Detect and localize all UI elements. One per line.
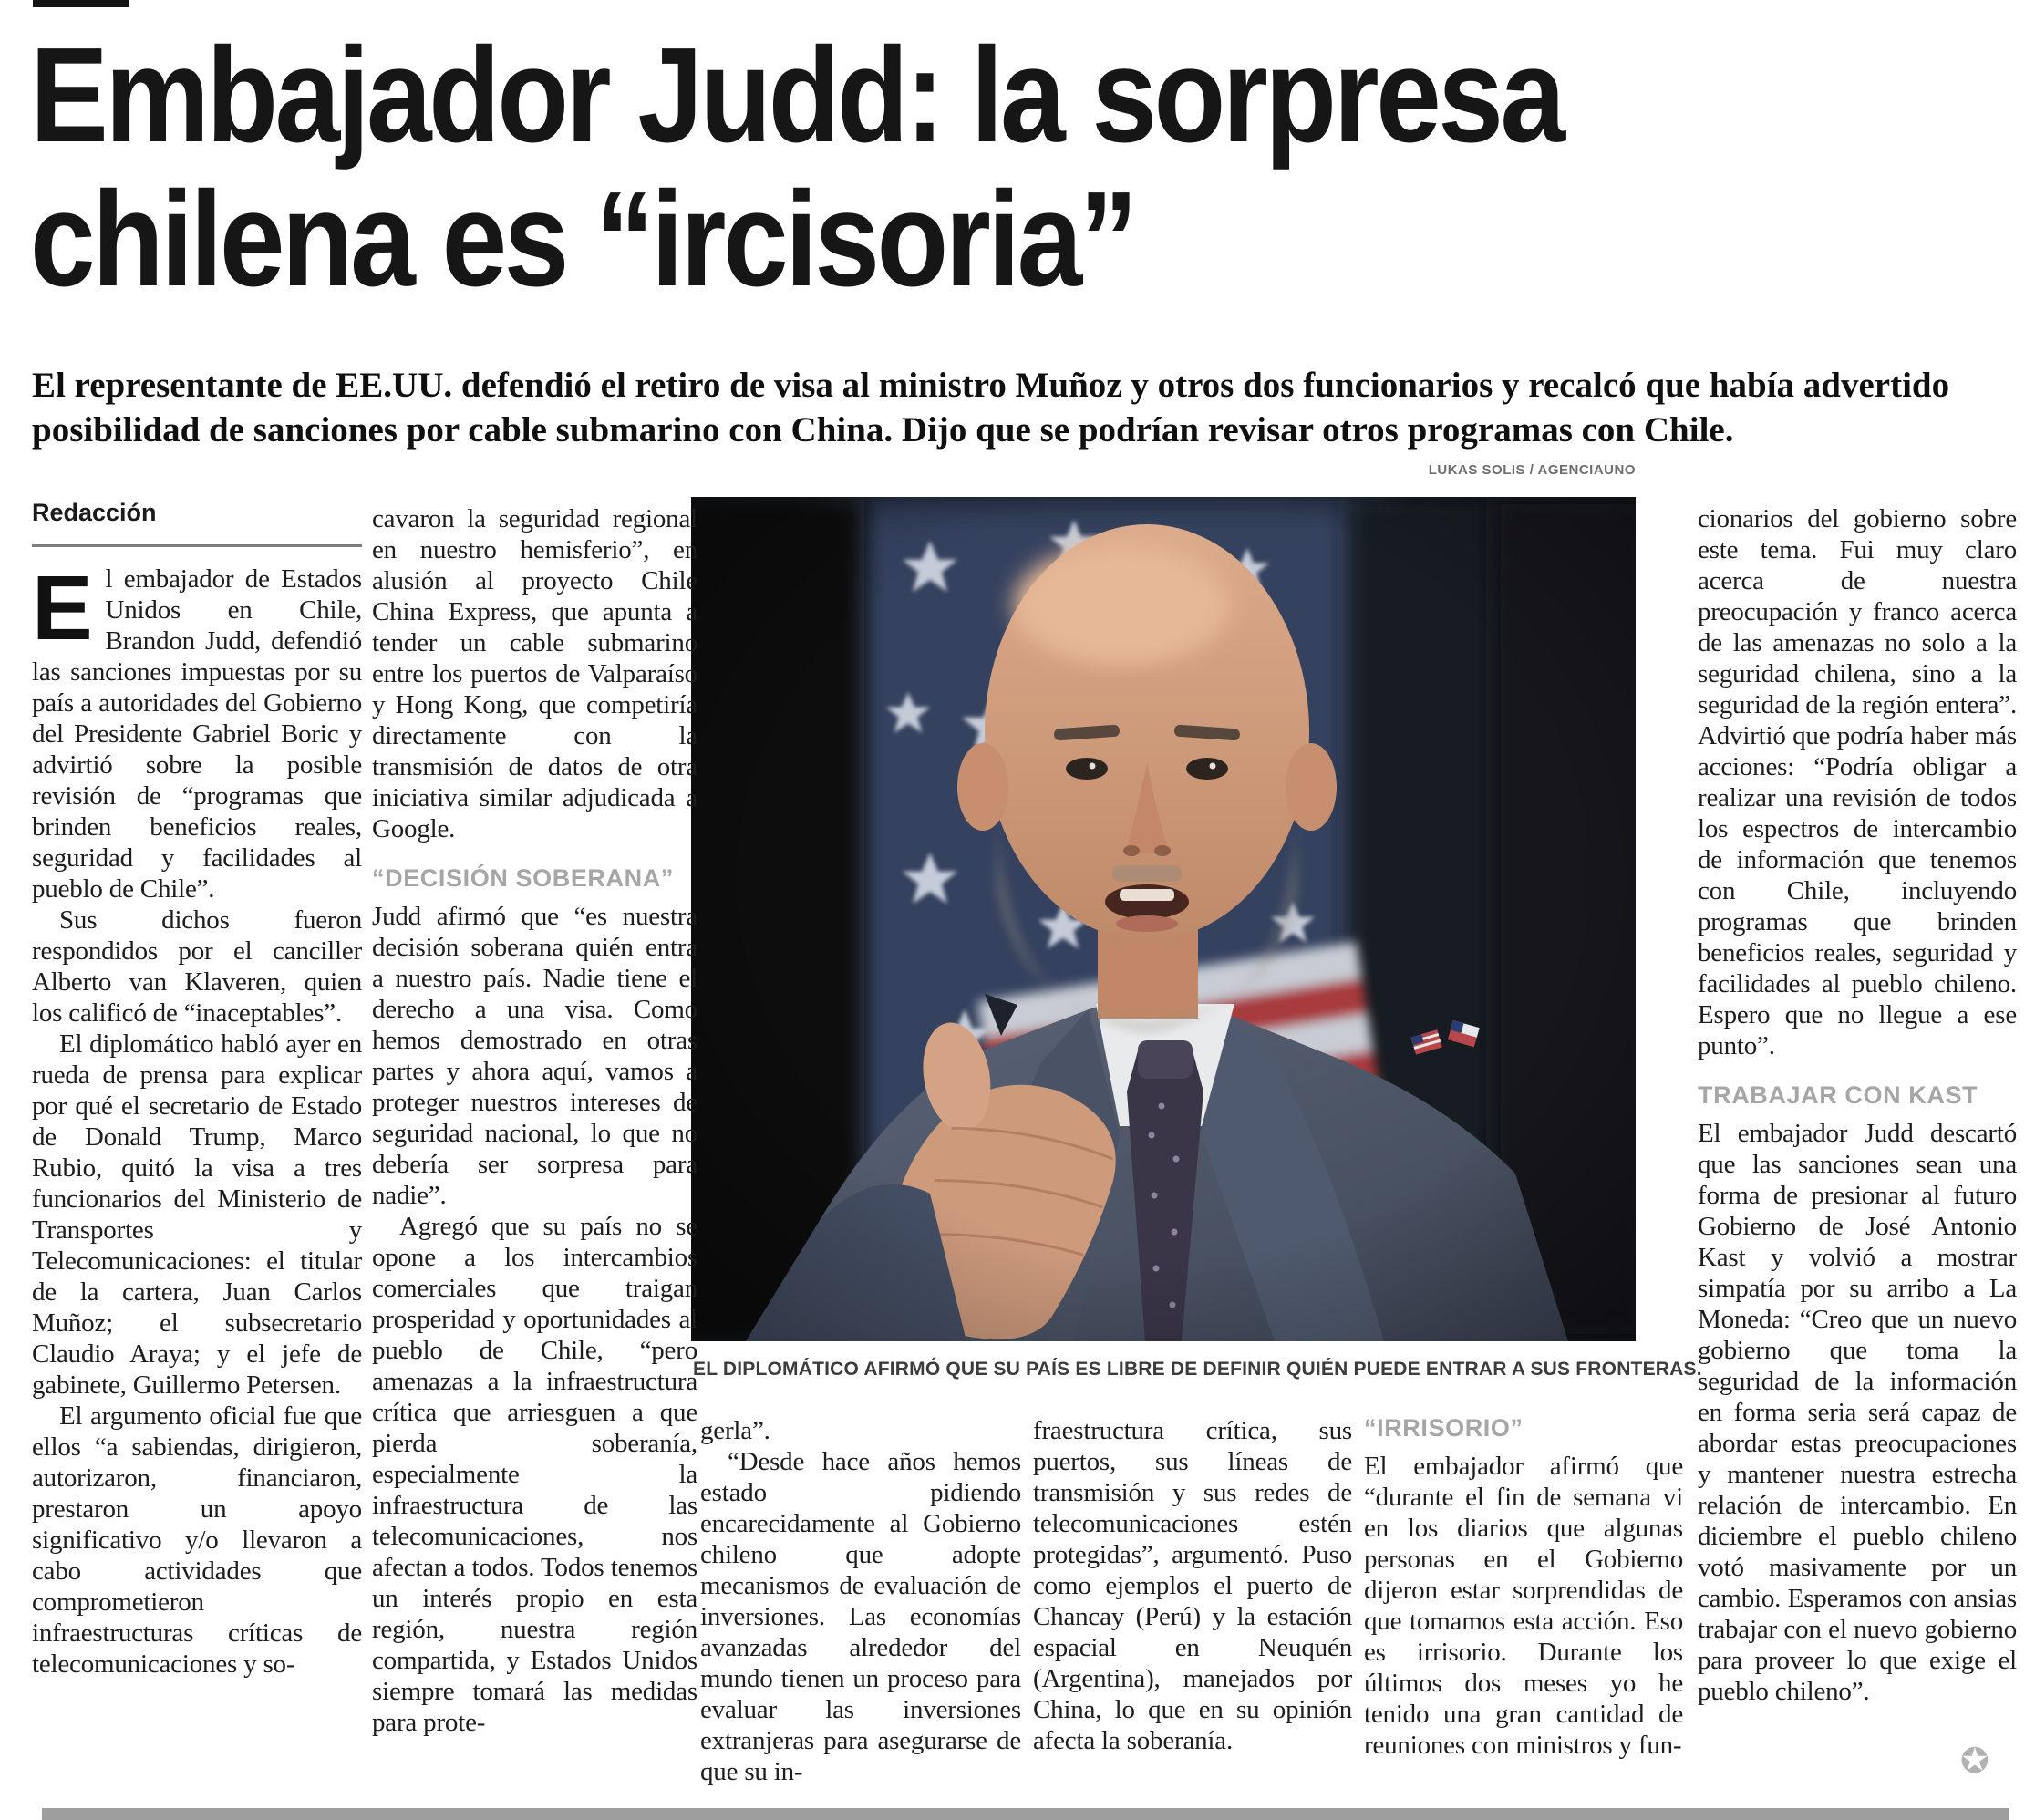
paragraph: Judd afirmó que “es nuestra decisión soberana quién entra a nuestro país. Nadie tiene el derecho a una visa. Como hemos demostrado en otras partes y ahora aquí, vamos a proteger nuestros intereses de seguridad nacional, lo que no debería ser sorpresa para nadie”. <box>372 902 697 1210</box>
section-subhead-decision-soberana: “DECISIÓN SOBERANA” <box>372 864 674 892</box>
end-of-article-icon: ✪ <box>1960 1741 1989 1781</box>
drop-cap: E <box>32 557 93 659</box>
paragraph: El argumento oficial fue que ellos “a sabiendas, dirigieron, autorizaron, financiaron, prestaron un apoyo significativo y/o llevaron a cabo actividades que comprometieron infraestructuras críticas de telecomunicaciones y so- <box>32 1401 362 1679</box>
paragraph: El diplomático habló ayer en rueda de prensa para explicar por qué el secretario de Estado de Donald Trump, Marco Rubio, quitó la visa a tres funcionarios del Ministerio de Transportes y Telecomunicaciones: el titular de la cartera, Juan Carlos Muñoz; el subsecretario Claudio Araya; y el jefe de gabinete, Guillermo Petersen. <box>32 1029 362 1400</box>
paragraph: gerla”. <box>700 1416 770 1445</box>
paragraph: El embajador afirmó que “durante el fin de semana vi en los diarios que algunas personas en el Gobierno dijeron estar sorprendidas de que tomamos esta acción. Eso es irrisorio. Durante los últimos dos meses yo he tenido una gran cantidad de reuniones con ministros y fun- <box>1364 1452 1683 1760</box>
headline-line-1: Embajador Judd: la sorpresa <box>30 20 1563 171</box>
photo-illustration <box>691 497 1636 1341</box>
body-column-5 <box>1364 1412 1683 1761</box>
article-photo <box>691 497 1636 1341</box>
photo-caption: EL DIPLOMÁTICO AFIRMÓ QUE SU PAÍS ES LIBRE DE DEFINIR QUIÉN PUEDE ENTRAR A SUS FRONTERAS. <box>693 1359 1702 1380</box>
body-column-2 <box>372 503 697 1738</box>
section-subhead-irrisorio: “IRRISORIO” <box>1364 1414 1524 1442</box>
section-subhead-trabajar-con-kast: TRABAJAR CON KAST <box>1698 1081 1978 1109</box>
paragraph: cionarios del gobierno sobre este tema. Fui muy claro acerca de nuestra preocupación y franco acerca de las amenazas no solo a la seguridad chilena, sino a la seguridad de la región entera”. Advirtió que podría haber más acciones: “Podría obligar a realizar una revisión de todos los espectros de intercambio de información que tenemos con Chile, incluyendo programas que brinden beneficios reales, seguridad y facilidades al pueblo chileno. Espero que no llegue a ese punto”. <box>1698 504 2017 1060</box>
paragraph: cavaron la seguridad regional en nuestro hemisferio”, en alusión al proyecto Chile China Express, que apunta a tender un cable submarino entre los puertos de Valparaíso y Hong Kong, que competiría directamente con la transmisión de datos de otra iniciativa similar adjudicada a Google. <box>372 504 697 843</box>
paragraph: Sus dichos fueron respondidos por el canciller Alberto van Klaveren, quien los calificó de “inaceptables”. <box>32 905 362 1028</box>
paragraph: El embajador Judd descartó que las sanciones sean una forma de presionar al futuro Gobierno de José Antonio Kast y volvió a mostrar simpatía por su arribo a La Moneda: “Creo que un nuevo gobierno que toma la seguridad de la información en forma seria será capaz de abordar estas preocupaciones y mantener nuestra estrecha relación de intercambio. En diciembre el pueblo chileno votó masivamente por un cambio. Esperamos con ansias trabajar con el nuevo gobierno para proveer lo que exige el pueblo chileno”. <box>1698 1119 2017 1706</box>
paragraph <box>32 557 362 905</box>
article-deck: El representante de EE.UU. defendió el retiro de visa al ministro Muñoz y otros dos funcionarios y recalcó que había advertido posibilidad de sanciones por cable submarino con China. Dijo que se podrían revisar otros programas con Chile. <box>32 366 1950 450</box>
photo-vignette <box>691 497 1636 1341</box>
byline: Redacción <box>32 499 157 526</box>
page-fold-bar <box>42 1808 2009 1820</box>
body-column-4 <box>1033 1415 1352 1756</box>
paragraph: fraestructura crítica, sus puertos, sus líneas de transmisión y sus redes de telecomunicaciones estén protegidas”, argumentó. Puso como ejemplos el puerto de Chancay (Perú) y la estación espacial en Neuquén (Argentina), manejados por China, lo que en su opinión afecta la soberanía. <box>1033 1416 1352 1755</box>
article-headline <box>30 20 1792 315</box>
paragraph-text: l embajador de Estados Unidos en Chile, Brandon Judd, defendió las sanciones impuestas por su país a autoridades del Gobierno del Presidente Gabriel Boric y advirtió sobre la posible revisión de “programas que brinden beneficios reales, seguridad y facilidades al pueblo de Chile”. <box>32 564 362 904</box>
photo-credit: LUKAS SOLIS / AGENCIAUNO <box>1428 462 1636 478</box>
paragraph: “Desde hace años hemos estado pidiendo encarecidamente al Gobierno chileno que adopte mecanismos de evaluación de inversiones. Las economías avanzadas alrededor del mundo tienen un proceso para evaluar las inversiones extranjeras para asegurarse de que su in- <box>700 1447 1021 1786</box>
paragraph: Agregó que su país no se opone a los intercambios comerciales que traigan prosperidad y oportunidades al pueblo de Chile, “pero amenazas a la infraestructura crítica que arriesguen a que pierda soberanía, especialmente la infraestructura de las telecomunicaciones, nos afectan a todos. Todos tenemos un interés propio en esta región, nuestra región compartida, y Estados Unidos siempre tomará las medidas para prote- <box>372 1212 697 1737</box>
body-column-6 <box>1698 503 2017 1707</box>
body-column-1 <box>32 557 362 1680</box>
byline-rule <box>32 544 362 547</box>
headline-line-2: chilena es “ircisoria” <box>30 164 1135 315</box>
page-edge-mark <box>33 0 129 7</box>
body-column-3 <box>700 1415 1021 1787</box>
